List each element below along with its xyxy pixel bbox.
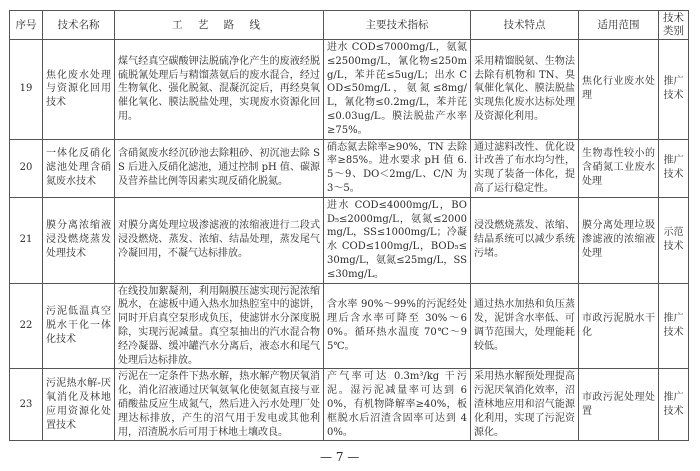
cell-route: 对膜分离处理垃圾渗滤液的浓缩液进行二段式浸没燃烧、蒸发、浓缩、结晶处理，蒸发尾气冷凝回用，不凝气达标排放。: [115, 197, 324, 283]
cell-name: 污泥热水解-厌氧消化及林地应用资源化处置技术: [43, 369, 115, 441]
cell-features: 通过滤料改性、优化设计改善了布水均匀性，实现了装备一体化，提高了运行稳定性。: [471, 139, 579, 197]
cell-indicators: 硝态氮去除率≥90%，TN 去除率≥85%。进水要求 pH 值 6.5～9、DO＜2mg/L、C/N 为 3～5。: [324, 139, 471, 197]
cell-category: 推广技术: [659, 139, 689, 197]
cell-features: 浸没燃烧蒸发、浓缩、结晶系统可以减少系统污堵。: [471, 197, 579, 283]
cell-name: 焦化废水处理与资源化回用技术: [43, 40, 115, 140]
table-row: [10, 283, 689, 369]
cell-features: 通过热水加热和负压蒸发，泥饼含水率低、可调节范围大，处理能耗较低。: [471, 283, 579, 369]
cell-scope: 膜分离处理垃圾渗滤液的浓缩液处理: [579, 197, 659, 283]
cell-route: 污泥在一定条件下热水解，热水解产物厌氧消化，消化沼液通过厌氧氨氧化使氨氮直接与亚硝酸盐反应生成氮气，然后进入污水处理厂处理达标排放，产生的沼气用于发电或其他利用，沼渣脱水后可用于林地土壤改良。: [115, 369, 324, 441]
table-row: [10, 197, 689, 283]
cell-no: 23: [10, 369, 43, 441]
cell-features: 采用热水解预处理提高污泥厌氧消化效率，沼渣林地应用和沼气能源化利用，实现了污泥资源化。: [471, 369, 579, 441]
cell-route: 含硝氮废水经沉砂池去除粗砂、初沉池去除 SS 后进入反硝化滤池，通过控制 pH 值、碳源及营养盐比例等因素实现反硝化脱氮。: [115, 139, 324, 197]
table-row: [10, 139, 689, 197]
cell-scope: 市政污泥处理处置: [579, 369, 659, 441]
cell-scope: 生物毒性较小的含硝氮工业废水处理: [579, 139, 659, 197]
cell-indicators: 进水 COD≤7000mg/L，氨氮≤2500mg/L，氰化物≤250mg/L，苯并芘≤5ug/L；出水 COD≤50mg/L，氨氮≤8mg/L，氰化物≤0.2mg/L，苯并芘≤0.03ug/L。膜法脱盐产水率≥75%。: [324, 40, 471, 140]
header-no: 序号: [10, 11, 43, 40]
table-row: [10, 40, 689, 140]
cell-indicators: 含水率 90%～99%的污泥经处理后含水率可降至 30%～60%。循环热水温度 70℃～95℃。: [324, 283, 471, 369]
cell-scope: 焦化行业废水处理: [579, 40, 659, 140]
cell-name: 一体化反硝化滤池处理含硝氮废水技术: [43, 139, 115, 197]
header-indicators: 主要技术指标: [324, 11, 471, 40]
cell-scope: 市政污泥脱水干化: [579, 283, 659, 369]
cell-route: 在线投加絮凝剂，利用隔膜压滤实现污泥浓缩脱水，在滤板中通入热水加热腔室中的滤饼，同时开启真空泵形成负压，使滤饼水分深度脱除，实现污泥减量。真空泵抽出的汽水混合物经冷凝器、缓冲罐汽水分离后，液态水和尾气处理后达标排放。: [115, 283, 324, 369]
cell-category: 推广技术: [659, 283, 689, 369]
cell-features: 采用精馏脱氨、生物法去除有机物和 TN、臭氧催化氧化、膜法脱盐实现焦化废水达标处理及资源化利用。: [471, 40, 579, 140]
cell-indicators: 产气率可达 0.3m³/kg 干污泥。湿污泥减量率可达到 60%，有机物降解率≥40%，板框脱水后沼渣含固率可达到 40%。: [324, 369, 471, 441]
cell-name: 污泥低温真空脱水干化一体化技术: [43, 283, 115, 369]
cell-category: 推广技术: [659, 40, 689, 140]
cell-route: 煤气经真空碳酸钾法脱硫净化产生的废液经脱硫脱氰处理后与精馏蒸氨后的废水混合，经过生物氧化、强化脱氮、混凝沉淀后，再经臭氧催化氧化、膜法脱盐处理，实现废水资源化回用。: [115, 40, 324, 140]
cell-category: 推广技术: [659, 369, 689, 441]
cell-no: 20: [10, 139, 43, 197]
cell-no: 22: [10, 283, 43, 369]
cell-no: 21: [10, 197, 43, 283]
header-category: 技术类别: [659, 11, 689, 40]
table-row: [10, 369, 689, 441]
cell-no: 19: [10, 40, 43, 140]
cell-name: 膜分离浓缩液浸没燃烧蒸发处理技术: [43, 197, 115, 283]
header-route: 工 艺 路 线: [115, 11, 324, 40]
header-scope: 适用范围: [579, 11, 659, 40]
cell-category: 示范技术: [659, 197, 689, 283]
page-number: — 7 —: [320, 450, 360, 465]
table-header-row: [10, 11, 689, 40]
cell-indicators: 进水 COD≤4000mg/L，BOD₅≤2000mg/L，氨氮≤2000mg/L，SS≤1000mg/L；冷凝水 COD≤100mg/L，BOD₅≤30mg/L，氨氮≤25mg/L，SS≤30mg/L。: [324, 197, 471, 283]
technology-table: [9, 10, 689, 441]
header-features: 技术特点: [471, 11, 579, 40]
header-name: 技术名称: [43, 11, 115, 40]
